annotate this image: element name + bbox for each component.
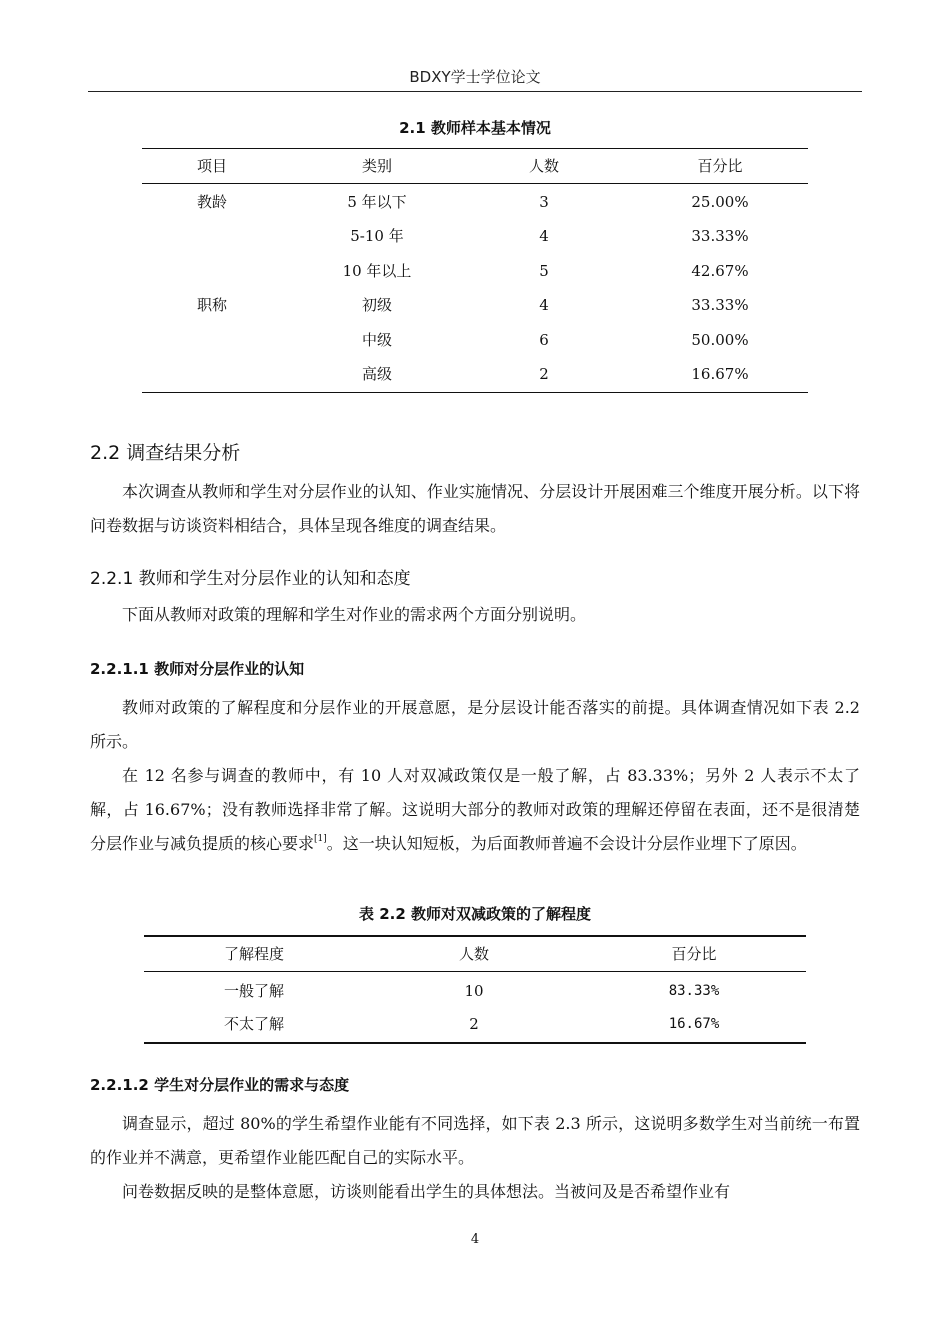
table-cell: 职称: [196, 296, 227, 314]
table-cell: 50.00%: [691, 331, 749, 349]
table1-col-header: 人数: [528, 157, 559, 175]
table-cell: 教龄: [196, 193, 227, 211]
page-number: 4: [470, 1232, 480, 1247]
table2-header-row: [144, 944, 806, 966]
table-cell: 33.33%: [691, 227, 749, 245]
table1-col-header: 百分比: [697, 157, 743, 175]
table-cell: 5: [539, 262, 549, 280]
table1-bottom-rule: [142, 392, 808, 393]
table-cell: 2: [539, 365, 549, 383]
body-paragraph: 下面从教师对政策的理解和学生对作业的需求两个方面分别说明。: [122, 605, 587, 624]
table-cell: 6: [539, 331, 549, 349]
table-row: [142, 226, 808, 248]
table2-top-rule: [144, 935, 806, 937]
section-heading: 2.2 调查结果分析: [90, 442, 241, 464]
table-cell: 16.67%: [668, 1016, 720, 1032]
table-cell: 16.67%: [691, 365, 749, 383]
table-cell: 83.33%: [668, 983, 720, 999]
header-rule: [88, 91, 862, 92]
table-cell: 4: [539, 296, 549, 314]
table2-bottom-rule: [144, 1042, 806, 1044]
table1-top-rule: [142, 148, 808, 149]
table-cell: 3: [539, 193, 549, 211]
running-header: BDXY学士学位论文: [409, 68, 541, 86]
table2-caption: 表 2.2 教师对双减政策的了解程度: [358, 905, 592, 923]
paragraph-text: 在 12 名参与调查的教师中，有 10 人对双减政策仅是一般了解，占 83.33%；另外 2 人表示不太了解，占 16.67%；没有教师选择非常了解。这说明大部分的教师对政策的理解还停留在表面，还不是很清楚分层作业与减负提质的核心要求: [90, 766, 860, 853]
body-paragraph: 调查显示，超过 80%的学生希望作业能有不同选择，如下表 2.3 所示，这说明多数学生对当前统一布置的作业并不满意，更希望作业能匹配自己的实际水平。: [90, 1114, 860, 1167]
table-cell: 33.33%: [691, 296, 749, 314]
table-row: [142, 364, 808, 386]
table2-col-header: 了解程度: [223, 945, 284, 963]
table2-header-rule: [144, 971, 806, 972]
body-paragraph: 问卷数据反映的是整体意愿，访谈则能看出学生的具体想法。当被问及是否希望作业有: [122, 1182, 731, 1201]
table-row: [144, 1014, 806, 1036]
table1-header-row: [142, 156, 808, 178]
paragraph-text: 。这一块认知短板，为后面教师普遍不会设计分层作业埋下了原因。: [326, 834, 807, 853]
subsubsection-heading: 2.2.1.2 学生对分层作业的需求与态度: [90, 1076, 350, 1094]
table-cell: 5-10 年: [350, 227, 404, 245]
table-cell: 4: [539, 227, 549, 245]
table-row: [142, 192, 808, 214]
table1-col-header: 类别: [361, 157, 392, 175]
table-row: [142, 295, 808, 317]
table-row: [142, 261, 808, 283]
table-cell: 一般了解: [223, 982, 284, 1000]
table-cell: 不太了解: [223, 1015, 284, 1033]
citation-ref: [1]: [314, 834, 327, 844]
table1-col-header: 项目: [196, 157, 227, 175]
body-paragraph: [90, 759, 860, 861]
table-cell: 5 年以下: [347, 193, 407, 211]
body-paragraph: 教师对政策的了解程度和分层作业的开展意愿，是分层设计能否落实的前提。具体调查情况如下表 2.2 所示。: [90, 698, 860, 751]
table1-caption: 2.1 教师样本基本情况: [399, 119, 551, 137]
table2-col-header: 人数: [458, 945, 489, 963]
table-cell: 初级: [361, 296, 392, 314]
table-cell: 2: [469, 1015, 479, 1033]
table-row: [142, 330, 808, 352]
table-cell: 25.00%: [691, 193, 749, 211]
table-cell: 10 年以上: [342, 262, 412, 280]
subsubsection-heading: 2.2.1.1 教师对分层作业的认知: [90, 660, 305, 678]
table-row: [144, 981, 806, 1003]
subsection-heading: 2.2.1 教师和学生对分层作业的认知和态度: [90, 569, 411, 589]
table2-col-header: 百分比: [671, 945, 717, 963]
table-cell: 中级: [361, 331, 392, 349]
table-cell: 10: [464, 982, 484, 1000]
table1-header-rule: [142, 183, 808, 184]
body-paragraph: 本次调查从教师和学生对分层作业的认知、作业实施情况、分层设计开展困难三个维度开展分析。以下将问卷数据与访谈资料相结合，具体呈现各维度的调查结果。: [90, 482, 860, 535]
table-cell: 42.67%: [691, 262, 749, 280]
table-cell: 高级: [361, 365, 392, 383]
